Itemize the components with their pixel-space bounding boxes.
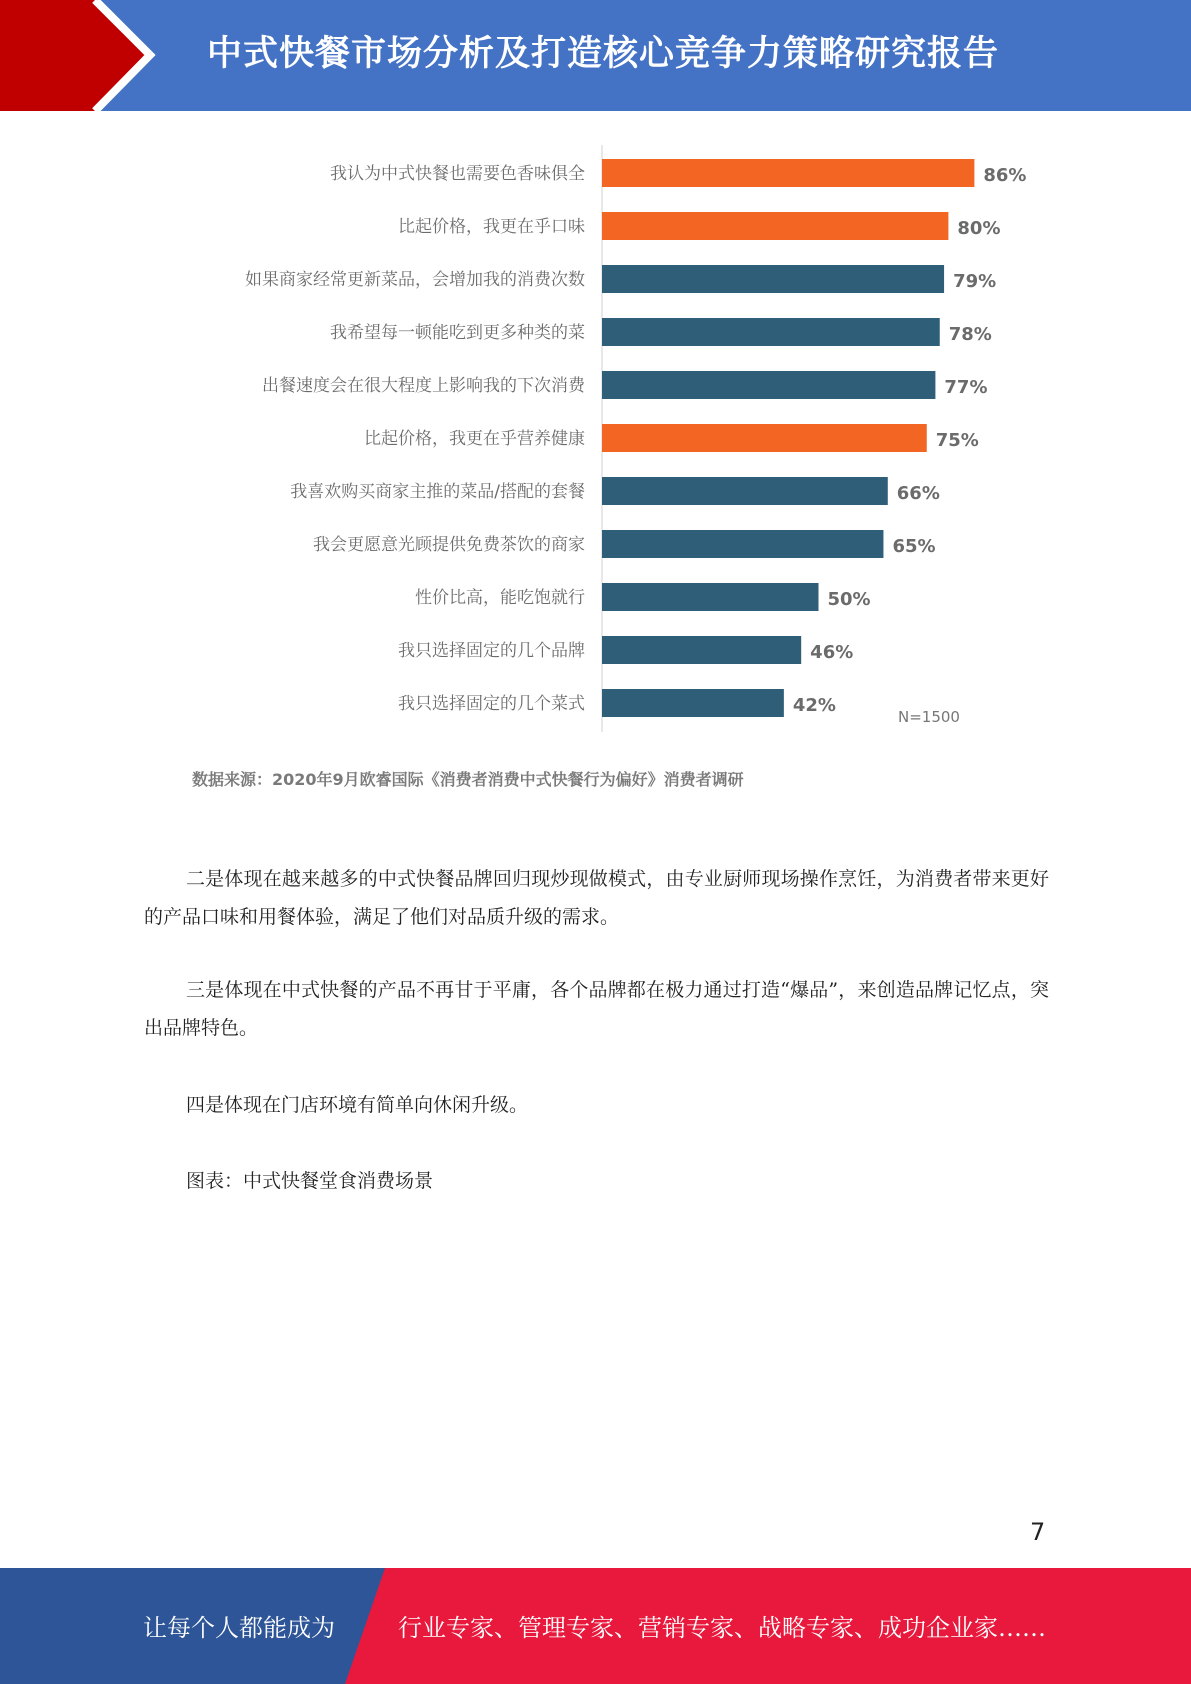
survey-bar-chart <box>0 140 1191 740</box>
bar <box>602 477 888 505</box>
value-label: 65% <box>892 536 936 557</box>
category-label: 如果商家经常更新菜品，会增加我的消费次数 <box>245 270 585 290</box>
category-label: 我只选择固定的几个品牌 <box>398 641 585 661</box>
report-title: 中式快餐市场分析及打造核心竞争力策略研究报告 <box>207 34 1000 74</box>
page-footer <box>0 1568 1191 1684</box>
footer-slogan-right: 行业专家、管理专家、营销专家、战略专家、成功企业家…… <box>398 1614 1046 1642</box>
value-label: 42% <box>792 695 836 716</box>
data-source: 数据来源：2020年9月欧睿国际《消费者消费中式快餐行为偏好》消费者调研 <box>192 770 744 789</box>
figure-caption: 图表：中式快餐堂食消费场景 <box>186 1170 434 1192</box>
value-label: 80% <box>957 218 1001 239</box>
bar <box>602 318 940 346</box>
bar <box>602 265 944 293</box>
category-label: 我喜欢购买商家主推的菜品/搭配的套餐 <box>290 482 585 502</box>
chart-canvas <box>0 140 1191 740</box>
category-label: 我希望每一顿能吃到更多种类的菜 <box>330 323 585 343</box>
sample-size-note: N=1500 <box>898 708 960 726</box>
bar <box>602 212 948 240</box>
value-label: 79% <box>953 271 997 292</box>
bar <box>602 530 883 558</box>
category-label: 性价比高，能吃饱就行 <box>415 588 585 608</box>
bar <box>602 371 935 399</box>
footer-slogan-left: 让每个人都能成为 <box>143 1614 335 1642</box>
paragraph-2: 三是体现在中式快餐的产品不再甘于平庸，各个品牌都在极力通过打造“爆品”，来创造品牌记忆点，突出品牌特色。 <box>144 979 1049 1039</box>
value-label: 75% <box>935 430 979 451</box>
category-label: 我会更愿意光顾提供免费茶饮的商家 <box>313 535 585 555</box>
value-label: 46% <box>810 642 854 663</box>
bar <box>602 424 927 452</box>
paragraph-3: 四是体现在门店环境有简单向休闲升级。 <box>186 1094 529 1116</box>
value-label: 78% <box>948 324 992 345</box>
bar <box>602 583 819 611</box>
bar <box>602 636 801 664</box>
value-label: 50% <box>827 589 871 610</box>
value-label: 77% <box>944 377 988 398</box>
category-label: 我认为中式快餐也需要色香味俱全 <box>330 164 585 184</box>
page-header <box>0 0 1191 111</box>
category-label: 出餐速度会在很大程度上影响我的下次消费 <box>262 376 585 396</box>
page-number: 7 <box>1030 1518 1046 1546</box>
value-label: 66% <box>896 483 940 504</box>
bar <box>602 689 784 717</box>
bar <box>602 159 974 187</box>
value-label: 86% <box>983 165 1027 186</box>
paragraph-1: 二是体现在越来越多的中式快餐品牌回归现炒现做模式，由专业厨师现场操作烹饪，为消费者带来更好的产品口味和用餐体验，满足了他们对品质升级的需求。 <box>144 868 1049 928</box>
category-label: 比起价格，我更在乎营养健康 <box>364 429 585 449</box>
category-label: 我只选择固定的几个菜式 <box>398 694 585 714</box>
category-label: 比起价格，我更在乎口味 <box>398 217 585 237</box>
